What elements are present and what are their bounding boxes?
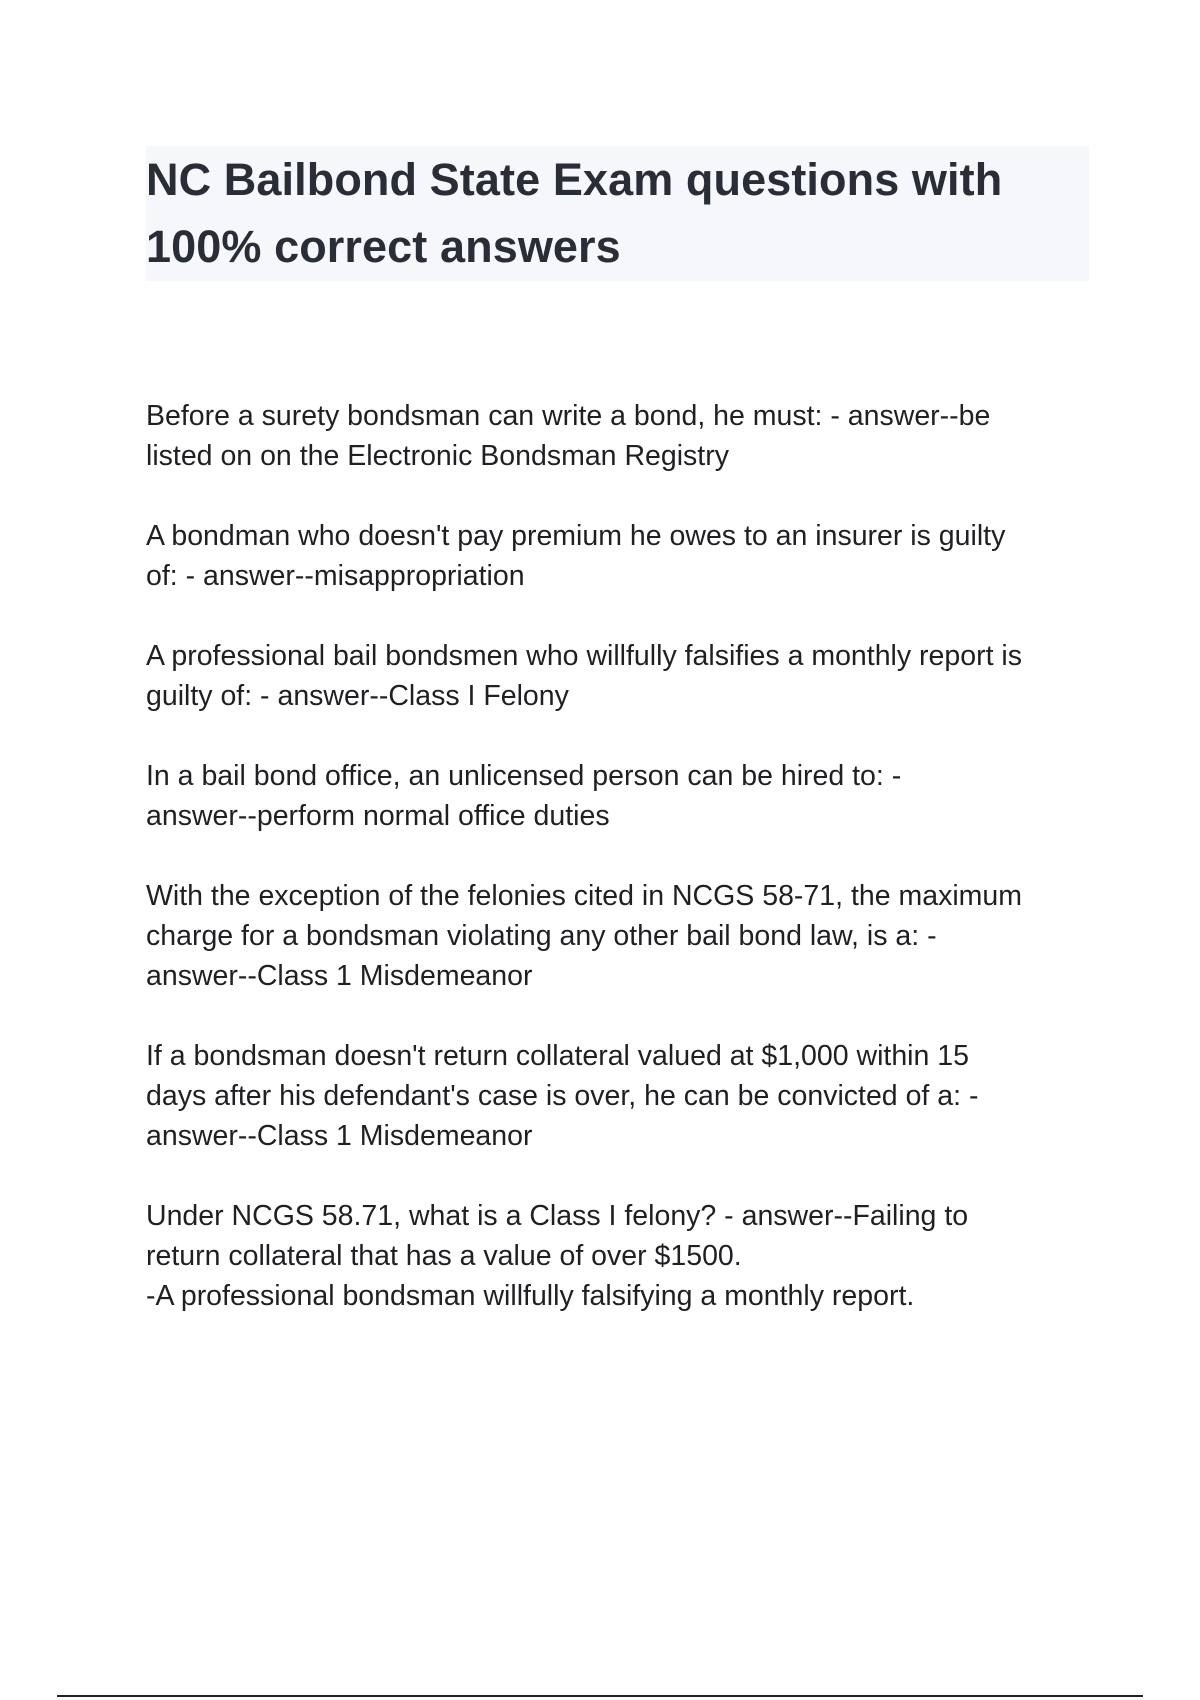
- qa-line: A bondman who doesn't pay premium he owes to an insurer is guilty: [146, 520, 1006, 552]
- qa-line: A professional bail bondsmen who willfully falsifies a monthly report is: [146, 640, 1022, 672]
- qa-item: [146, 636, 1096, 716]
- qa-line: With the exception of the felonies cited in NCGS 58-71, the maximum: [146, 880, 1022, 912]
- title-block: [146, 146, 1089, 281]
- qa-line: In a bail bond office, an unlicensed person can be hired to: -: [146, 760, 902, 792]
- title-line: NC Bailbond State Exam questions with: [146, 154, 1003, 205]
- qa-item: [146, 516, 1096, 596]
- qa-line: of: - answer--misappropriation: [146, 560, 525, 592]
- qa-line: return collateral that has a value of over $1500.: [146, 1240, 742, 1272]
- qa-line: answer--Class 1 Misdemeanor: [146, 960, 533, 992]
- qa-item: [146, 1196, 1096, 1316]
- qa-item: [146, 1036, 1096, 1156]
- qa-line: Before a surety bondsman can write a bond, he must: - answer--be: [146, 400, 991, 432]
- qa-item: [146, 396, 1096, 476]
- document-title: [146, 146, 1089, 280]
- qa-line: Under NCGS 58.71, what is a Class I felony? - answer--Failing to: [146, 1200, 969, 1232]
- qa-item: [146, 876, 1096, 996]
- qa-line: -A professional bondsman willfully falsifying a monthly report.: [146, 1280, 915, 1312]
- qa-line: days after his defendant's case is over, he can be convicted of a: -: [146, 1080, 979, 1112]
- qa-line: answer--perform normal office duties: [146, 800, 610, 832]
- qa-line: guilty of: - answer--Class I Felony: [146, 680, 569, 712]
- title-line: 100% correct answers: [146, 221, 621, 272]
- qa-item: [146, 756, 1096, 836]
- qa-line: charge for a bondsman violating any other bail bond law, is a: -: [146, 920, 937, 952]
- qa-line: If a bondsman doesn't return collateral valued at $1,000 within 15: [146, 1040, 969, 1072]
- qa-line: listed on on the Electronic Bondsman Registry: [146, 440, 729, 472]
- qa-line: answer--Class 1 Misdemeanor: [146, 1120, 533, 1152]
- qa-list: [146, 396, 1096, 1356]
- page-footer-rule: [57, 1695, 1143, 1697]
